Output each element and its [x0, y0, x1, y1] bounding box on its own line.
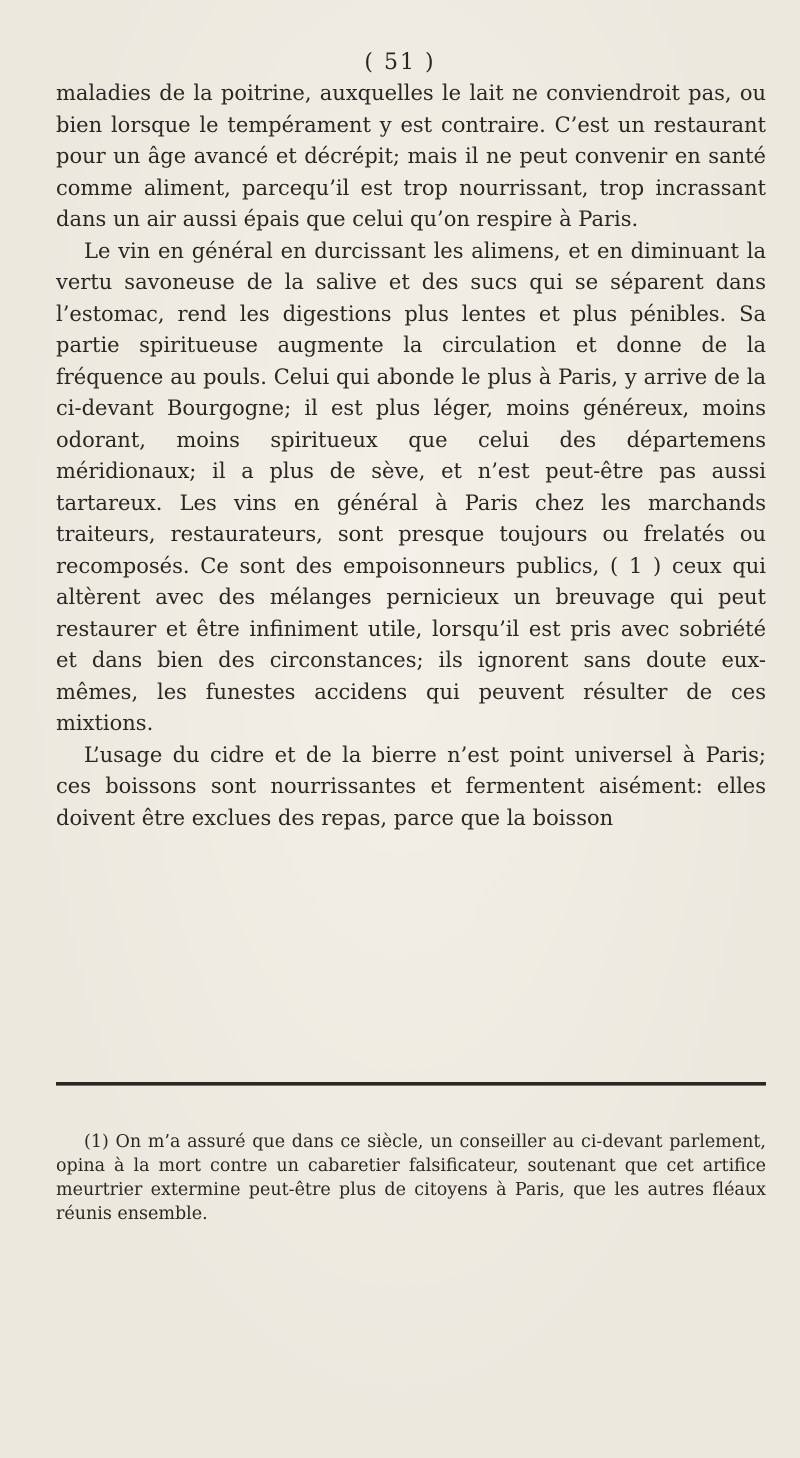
- footnote-text: (1) On m’a assuré que dans ce siècle, un conseiller au ci-devant parlement, opina à la mort contre un cabaretier falsificateur, soutenant que cet artifice meurtrier extermine peut-être plus de citoyens à Paris, que les autres fléaux réunis ensemble.: [56, 1132, 766, 1224]
- paragraph-3: L’usage du cidre et de la bierre n’est point universel à Paris; ces boissons sont nourrissantes et fermentent aisément: elles doivent être exclues des repas, parce que la boisson: [56, 742, 766, 830]
- footnote-separator: [56, 1082, 766, 1086]
- paragraph-1: maladies de la poitrine, auxquelles le lait ne conviendroit pas, ou bien lorsque le tempérament y est contraire. C’est un restaurant pour un âge avancé et décrépit; mais il ne peut convenir en santé comme aliment, parcequ’il est trop nourrissant, trop incrassant dans un air aussi épais que celui qu’on respire à Paris.: [56, 81, 766, 231]
- page-number: ( 51 ): [364, 50, 436, 75]
- footnote: [56, 1130, 766, 1226]
- paragraph-2: Le vin en général en durcissant les alimens, et en diminuant la vertu savoneuse de la salive et des sucs qui se séparent dans l’estomac, rend les digestions plus lentes et plus pénibles. Sa partie spiritueuse augmente la circulation et donne de la fréquence au pouls. Celui qui abonde le plus à Paris, y arrive de la ci-devant Bourgogne; il est plus léger, moins généreux, moins odorant, moins spiritueux que celui des départemens méridionaux; il a plus de sève, et n’est peut-être pas aussi tartareux. Les vins en général à Paris chez les marchands traiteurs, restaurateurs, sont presque toujours ou frelatés ou recomposés. Ce sont des empoisonneurs publics, ( 1 ) ceux qui altèrent avec des mélanges pernicieux un breuvage qui peut restaurer et être infiniment utile, lorsqu’il est pris avec sobriété et dans bien des circonstances; ils ignorent sans doute eux-mêmes, les funestes accidens qui peuvent résulter de ces mixtions.: [56, 238, 766, 735]
- main-text: [56, 78, 766, 834]
